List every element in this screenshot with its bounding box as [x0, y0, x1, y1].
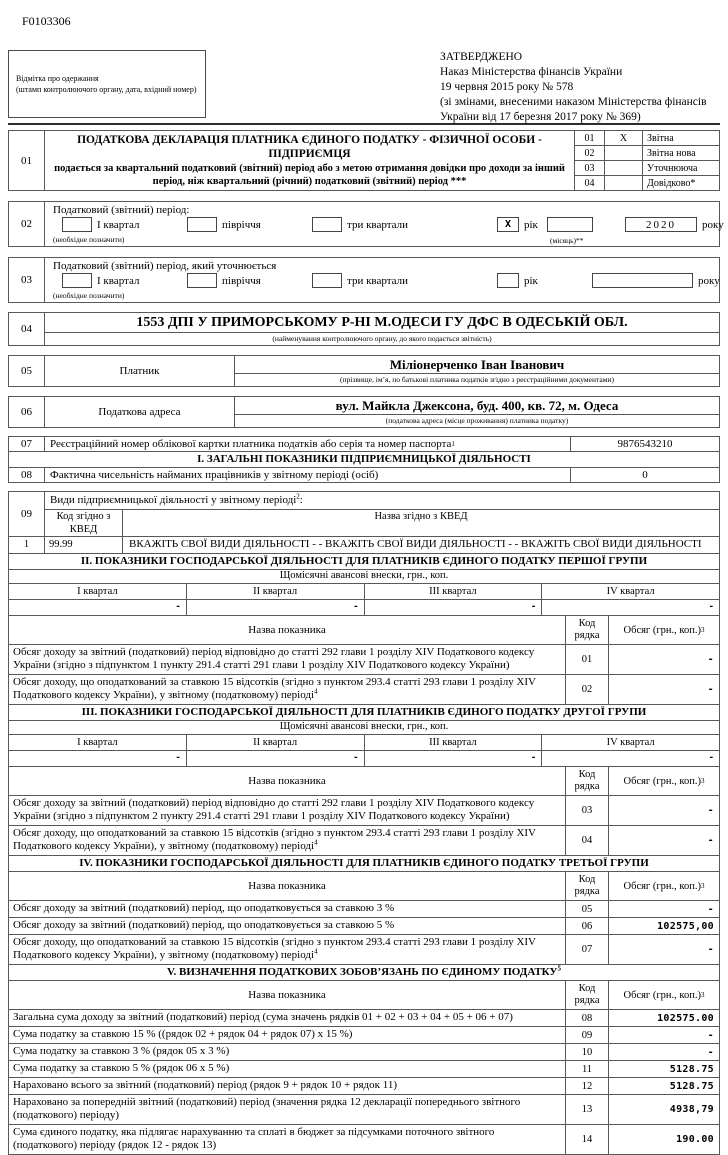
table-row	[9, 795, 719, 825]
monthly-advances-label: Щомісячні авансові внески, грн., коп.	[9, 569, 719, 583]
table-row	[9, 674, 719, 704]
type-checkbox[interactable]: X	[605, 131, 643, 145]
table-row	[9, 934, 719, 964]
table-row	[9, 1009, 719, 1026]
indicator-name: Обсяг доходу, що оподаткований за ставкою 15 відсотків (згідно з пунктом 293.4 статті 293 глави 1 розділу XIV Податкового кодексу України), у звітному (податковому) періоді$^4$	[13, 936, 536, 961]
year-field-group	[625, 217, 724, 232]
amount-value[interactable]: 5128.75	[669, 1080, 714, 1092]
tax-id-label-text: Реєстраційний номер облікової картки платника податків або серія та номер паспорта	[50, 438, 452, 450]
three-quarters-checkbox[interactable]	[312, 217, 342, 232]
footnote-ref: 4	[314, 947, 318, 956]
indicator-name: Обсяг доходу, що оподаткований за ставкою 15 відсотків (згідно з пунктом 293.4 статті 293 глави 1 розділу XIV Податкового кодексу України), у звітному (податковому) періоді$^4$	[13, 676, 536, 701]
table-row	[9, 644, 719, 674]
section-3-title: ІІІ. ПОКАЗНИКИ ГОСПОДАРСЬКОЇ ДІЯЛЬНОСТІ ДЛЯ ПЛАТНИКІВ ЄДИНОГО ПОДАТКУ ДРУГОЇ ГРУПИ	[9, 704, 719, 720]
amount-value[interactable]: -	[707, 1046, 714, 1058]
quarter-header: IV квартал	[541, 584, 719, 599]
row-08-employees	[9, 467, 719, 482]
row-code: 12	[565, 1078, 609, 1094]
row-code: 01	[565, 645, 609, 674]
amount-header: Обсяг (грн., коп.) 3	[623, 775, 705, 787]
type-label: Звітна	[647, 132, 674, 144]
declaration-type-row	[575, 160, 719, 175]
approval-line: 19 червня 2015 року № 578	[440, 81, 574, 93]
quarter-advance-value[interactable]: -	[364, 600, 542, 615]
quarter-header: І квартал	[77, 586, 118, 597]
row-code: 06	[565, 918, 609, 934]
approval-line: України від 17 березня 2017 року № 369)	[440, 111, 641, 123]
quarter1-label: І квартал	[97, 218, 140, 231]
amount-value[interactable]: -	[707, 903, 714, 915]
quarter1-checkbox[interactable]	[62, 273, 92, 288]
amount-header: Обсяг (грн., коп.) 3	[623, 624, 705, 636]
row-code: 04	[565, 826, 609, 855]
row-05-taxpayer	[8, 355, 720, 387]
indicator-header-row	[9, 766, 719, 795]
amount-value[interactable]: -	[707, 684, 714, 695]
table-row	[9, 1077, 719, 1094]
type-label: Уточнююча	[647, 162, 698, 174]
indicator-header-row	[9, 615, 719, 644]
three-quarters-checkbox[interactable]	[312, 273, 342, 288]
kved-name-value[interactable]: ВКАЖІТЬ СВОЇ ВИДИ ДІЯЛЬНОСТІ - - ВКАЖІТЬ СВОЇ ВИДИ ДІЯЛЬНОСТІ - - ВКАЖІТЬ СВОЇ ВИДИ ДІЯЛЬНОСТІ	[123, 536, 719, 553]
declaration-type-row	[575, 131, 719, 145]
indicator-name: Сума податку за ставкою 5 % (рядок 06 х 5 %)	[13, 1062, 230, 1074]
row-code: 08	[565, 1010, 609, 1026]
taxpayer-caption: (прізвище, ім’я, по батькові платника податків згідно з реєстраційними документами)	[340, 375, 614, 384]
declaration-type-row	[575, 175, 719, 190]
quarter-advance-value[interactable]: -	[541, 600, 719, 615]
table-row	[9, 825, 719, 855]
period-label: Податковий (звітний) період, який уточнюється	[53, 260, 277, 272]
table-row	[9, 1026, 719, 1043]
period-cell	[45, 258, 719, 302]
halfyear-checkbox[interactable]	[187, 217, 217, 232]
indicator-name: Нараховано за попередній звітний (податковий) період (значення рядка 12 декларації попереднього звітного (податкового) періоду)	[13, 1096, 521, 1121]
row-number: 05	[9, 356, 45, 386]
quarter-header-row	[9, 734, 719, 750]
row-code: 13	[565, 1095, 609, 1124]
year-field-group	[592, 273, 720, 288]
type-label: Звітна нова	[647, 147, 696, 159]
table-row	[9, 1124, 719, 1154]
type-label: Довідково*	[647, 177, 696, 189]
type-code: 04	[575, 176, 605, 190]
year-label: рік	[524, 218, 538, 231]
row-code: 09	[565, 1027, 609, 1043]
row-06-tax-address	[8, 396, 720, 428]
section-2-title: ІІ. ПОКАЗНИКИ ГОСПОДАРСЬКОЇ ДІЯЛЬНОСТІ ДЛЯ ПЛАТНИКІВ ЄДИНОГО ПОДАТКУ ПЕРШОЇ ГРУПИ	[9, 553, 719, 569]
tax-address-value[interactable]: вул. Майкла Джексона, буд. 400, кв. 72, м. Одеса	[235, 397, 719, 415]
tax-address-cell	[235, 397, 719, 427]
tax-id-label: Реєстраційний номер облікової картки платника податків або серія та номер паспорта 1	[50, 438, 455, 450]
row-03-clarified-period	[8, 257, 720, 303]
indicators-table	[8, 491, 720, 1155]
form-header	[8, 14, 720, 123]
row-number: 04	[9, 313, 45, 345]
quarter1-label: І квартал	[97, 274, 140, 287]
quarter-header: ІІІ квартал	[364, 735, 542, 750]
row-04-tax-office	[8, 312, 720, 346]
row-code-header: Код рядка	[565, 981, 609, 1009]
quarter-values-row	[9, 599, 719, 615]
mark-required-note: (необхідне позначити)	[53, 291, 125, 300]
kved-code-value[interactable]: 99.99	[45, 536, 123, 553]
quarter-header: І квартал	[77, 737, 118, 748]
type-checkbox[interactable]	[605, 176, 643, 190]
option-year	[497, 217, 538, 232]
indicator-name-header: Назва показника	[248, 989, 326, 1001]
section-4-title: ІV. ПОКАЗНИКИ ГОСПОДАРСЬКОЇ ДІЯЛЬНОСТІ ДЛЯ ПЛАТНИКІВ ЄДИНОГО ПОДАТКУ ТРЕТЬОЇ ГРУПИ	[9, 855, 719, 871]
row-09-activities	[9, 492, 719, 553]
table-row	[9, 1043, 719, 1060]
amount-value[interactable]: -	[707, 654, 714, 665]
amount-value[interactable]: 102575.00	[657, 1012, 714, 1024]
quarter-advance-value[interactable]: -	[541, 751, 719, 766]
section-5-title	[9, 964, 719, 980]
option-three-quarters	[312, 217, 408, 232]
row-number: 06	[9, 397, 45, 427]
footnote-ref: 5	[557, 964, 561, 973]
row-code: 10	[565, 1044, 609, 1060]
mark-required-note: (необхідне позначити)	[53, 235, 125, 244]
quarter-advance-value[interactable]: -	[364, 751, 542, 766]
three-quarters-label: три квартали	[347, 274, 409, 287]
stamp-label: Відмітка про одержання	[16, 74, 99, 83]
indicator-name: Обсяг доходу за звітний (податковий) період відповідно до статті 292 глави 1 розділу XIV Податкового кодексу України (згідно з підпунктом 1 пункту 291.4 статті 291 глави 1 розділу XIV Податкового кодексу України)	[13, 646, 535, 671]
table-row	[9, 1094, 719, 1124]
quarter-advance-value[interactable]: -	[175, 753, 181, 763]
table-row	[9, 1060, 719, 1077]
amount-header-text: Обсяг (грн., коп.)	[623, 880, 701, 892]
row-code: 07	[565, 935, 609, 964]
year-suffix: року	[702, 218, 724, 231]
amount-value[interactable]: -	[707, 1029, 714, 1041]
indicator-name: Нараховано всього за звітний (податковий) період (рядок 9 + рядок 10 + рядок 11)	[13, 1079, 397, 1091]
quarter-header: ІІ квартал	[186, 735, 364, 750]
period-options	[45, 217, 724, 234]
amount-header-text: Обсяг (грн., коп.)	[623, 775, 701, 787]
section-5-title-text: V. ВИЗНАЧЕННЯ ПОДАТКОВИХ ЗОБОВ’ЯЗАНЬ ПО ЄДИНОМУ ПОДАТКУ	[167, 966, 558, 978]
approval-note	[440, 50, 707, 125]
indicator-name: Сума єдиного податку, яка підлягає нарахуванню та сплаті в бюджет за підсумками поточного звітного (податкового) періоду (рядок 12 - рядок 13)	[13, 1126, 495, 1151]
employees-label: Фактична чисельність найманих працівників у звітному періоді (осіб)	[50, 469, 379, 481]
declaration-title: ПОДАТКОВА ДЕКЛАРАЦІЯ ПЛАТНИКА ЄДИНОГО ПОДАТКУ - ФІЗИЧНОЇ ОСОБИ - ПІДПРИЄМЦЯ	[77, 134, 542, 160]
option-year	[497, 273, 538, 288]
colon: :	[299, 494, 303, 506]
period-cell	[45, 202, 724, 246]
amount-header-text: Обсяг (грн., коп.)	[623, 989, 701, 1001]
row-number: 09	[9, 492, 45, 536]
amount-header-text: Обсяг (грн., коп.)	[623, 624, 701, 636]
year-checkbox[interactable]	[497, 273, 519, 288]
row-02-reporting-period	[8, 201, 724, 247]
amount-value[interactable]: -	[707, 944, 714, 955]
type-checkbox[interactable]	[605, 146, 643, 160]
year-checkbox[interactable]: X	[497, 217, 519, 232]
three-quarters-label: три квартали	[347, 218, 409, 231]
row-number: 08	[9, 468, 45, 482]
section-1-title: І. ЗАГАЛЬНІ ПОКАЗНИКИ ПІДПРИЄМНИЦЬКОЇ ДІЯЛЬНОСТІ	[9, 451, 719, 467]
declaration-title-cell	[45, 131, 575, 190]
taxpayer-name[interactable]: Міліонерченко Іван Іванович	[235, 356, 719, 374]
year-suffix: року	[698, 274, 720, 287]
indicator-name: Обсяг доходу, що оподаткований за ставкою 15 відсотків (згідно з пунктом 293.4 статті 293 глави 1 розділу XIV Податкового кодексу України), у звітному (податковому) періоді$^4$	[13, 827, 536, 852]
period-options	[45, 273, 719, 290]
row-code: 02	[565, 675, 609, 704]
option-quarter1	[62, 217, 139, 232]
quarter-header: IV квартал	[541, 735, 719, 750]
receipt-stamp-box	[8, 50, 206, 118]
halfyear-checkbox[interactable]	[187, 273, 217, 288]
option-halfyear	[187, 217, 261, 232]
quarter-advance-value[interactable]: -	[175, 602, 181, 612]
tax-address-label: Податкова адреса	[45, 397, 235, 427]
row-number: 02	[9, 202, 45, 246]
amount-value[interactable]: -	[707, 805, 714, 816]
kved-code-header: Код згідно з КВЕД	[45, 509, 123, 536]
table-row	[9, 900, 719, 917]
option-halfyear	[187, 273, 261, 288]
general-indicators-block	[8, 436, 720, 483]
period-label: Податковий (звітний) період:	[53, 204, 190, 216]
tax-office-caption: (найменування контролюючого органу, до якого подається звітність)	[272, 334, 492, 343]
approval-line: ЗАТВЕРДЖЕНО	[440, 51, 523, 63]
row-07-tax-id	[9, 437, 719, 451]
month-field-group	[547, 217, 593, 232]
tax-id-value[interactable]: 9876543210	[570, 437, 719, 451]
quarter-header-row	[9, 583, 719, 599]
amount-header: Обсяг (грн., коп.) 3	[623, 880, 705, 892]
type-code: 01	[575, 131, 605, 145]
stamp-sublabel: (штамп контролюючого органу, дата, вхідний номер)	[16, 85, 197, 94]
row-code-header: Код рядка	[565, 616, 609, 644]
indicator-header-row	[9, 871, 719, 900]
taxpayer-label: Платник	[45, 356, 235, 386]
type-code: 03	[575, 161, 605, 175]
form-code: F0103306	[22, 14, 71, 28]
indicator-header-row	[9, 980, 719, 1009]
tax-office-cell	[45, 313, 719, 345]
indicator-name-header: Назва показника	[248, 624, 326, 636]
option-three-quarters	[312, 273, 408, 288]
declaration-type-row	[575, 145, 719, 160]
row-code: 03	[565, 796, 609, 825]
row-code: 11	[565, 1061, 609, 1077]
declaration-subtitle: подається за квартальний податковий (звітний) період або з метою отримання довідки про доходи за інший період, ніж квартальний (річний) податковий (звітний) період ***	[54, 163, 565, 187]
row-code: 05	[565, 901, 609, 917]
approval-line: Наказ Міністерства фінансів України	[440, 66, 623, 78]
indicator-name: Обсяг доходу за звітний (податковий) період, що оподатковується за ставкою 5 %	[13, 919, 395, 931]
indicator-name-header: Назва показника	[248, 775, 326, 787]
option-quarter1	[62, 273, 139, 288]
month-note: (місяць)**	[550, 236, 584, 245]
kved-name-header: Назва згідно з КВЕД	[123, 509, 719, 536]
indicator-name: Обсяг доходу за звітний (податковий) період, що оподатковується за ставкою 3 %	[13, 902, 395, 914]
footnote-ref: 4	[314, 687, 318, 696]
year-field[interactable]: 2020	[625, 217, 697, 232]
indicator-name: Сума податку за ставкою 15 % ((рядок 02 + рядок 04 + рядок 07) х 15 %)	[13, 1028, 353, 1040]
row-number: 01	[9, 131, 45, 190]
table-row	[9, 917, 719, 934]
employees-value[interactable]: 0	[570, 468, 719, 482]
row-code-header: Код рядка	[565, 872, 609, 900]
indicator-name: Обсяг доходу за звітний (податковий) період відповідно до статті 292 глави 1 розділу XIV Податкового кодексу України (згідно з підпунктом 2 пункту 291.4 статті 291 глави 1 розділу XIV Податкового кодексу України)	[13, 797, 535, 822]
halfyear-label: півріччя	[222, 274, 261, 287]
quarter1-checkbox[interactable]	[62, 217, 92, 232]
amount-header: Обсяг (грн., коп.) 3	[623, 989, 705, 1001]
footnote-ref: 4	[314, 838, 318, 847]
tax-address-caption: (податкова адреса (місце проживання) платника податку)	[385, 416, 569, 425]
row-number: 03	[9, 258, 45, 302]
amount-value[interactable]: 190.00	[676, 1134, 714, 1145]
indicator-name: Загальна сума доходу за звітний (податковий) період (сума значень рядків 01 + 02 + 03 + 04 + 05 + 06 + 07)	[13, 1011, 513, 1023]
activities-label-text: Види підприємницької діяльності у звітному періоді	[50, 494, 297, 506]
indicator-name: Сума податку за ставкою 3 % (рядок 05 х 3 %)	[13, 1045, 230, 1057]
amount-value[interactable]: 4938,79	[669, 1104, 714, 1115]
kved-row-index: 1	[9, 536, 45, 553]
taxpayer-cell	[235, 356, 719, 386]
quarter-header: ІІ квартал	[186, 584, 364, 599]
row-01-declaration-title	[8, 130, 720, 191]
footnote-ref: 2	[296, 492, 300, 501]
amount-value[interactable]: 102575,00	[657, 920, 714, 932]
amount-value[interactable]: 5128.75	[669, 1063, 714, 1075]
activities-label	[45, 492, 719, 509]
row-code: 14	[565, 1125, 609, 1154]
quarter-advance-value[interactable]: -	[186, 600, 364, 615]
year-label: рік	[524, 274, 538, 287]
type-code: 02	[575, 146, 605, 160]
quarter-values-row	[9, 750, 719, 766]
quarter-header: ІІІ квартал	[364, 584, 542, 599]
quarter-advance-value[interactable]: -	[186, 751, 364, 766]
month-field[interactable]	[547, 217, 593, 232]
halfyear-label: півріччя	[222, 218, 261, 231]
type-checkbox[interactable]	[605, 161, 643, 175]
row-number: 07	[9, 437, 45, 451]
approval-line: (зі змінами, внесеними наказом Міністерства фінансів	[440, 96, 707, 108]
declaration-type-table	[575, 131, 719, 190]
amount-value[interactable]: -	[707, 835, 714, 846]
indicator-name-header: Назва показника	[248, 880, 326, 892]
year-field[interactable]	[592, 273, 693, 288]
row-code-header: Код рядка	[565, 767, 609, 795]
tax-office-value[interactable]: 1553 ДПІ У ПРИМОРСЬКОМУ Р-НІ М.ОДЕСИ ГУ ДФС В ОДЕСЬКІЙ ОБЛ.	[45, 313, 719, 333]
monthly-advances-label: Щомісячні авансові внески, грн., коп.	[9, 720, 719, 734]
